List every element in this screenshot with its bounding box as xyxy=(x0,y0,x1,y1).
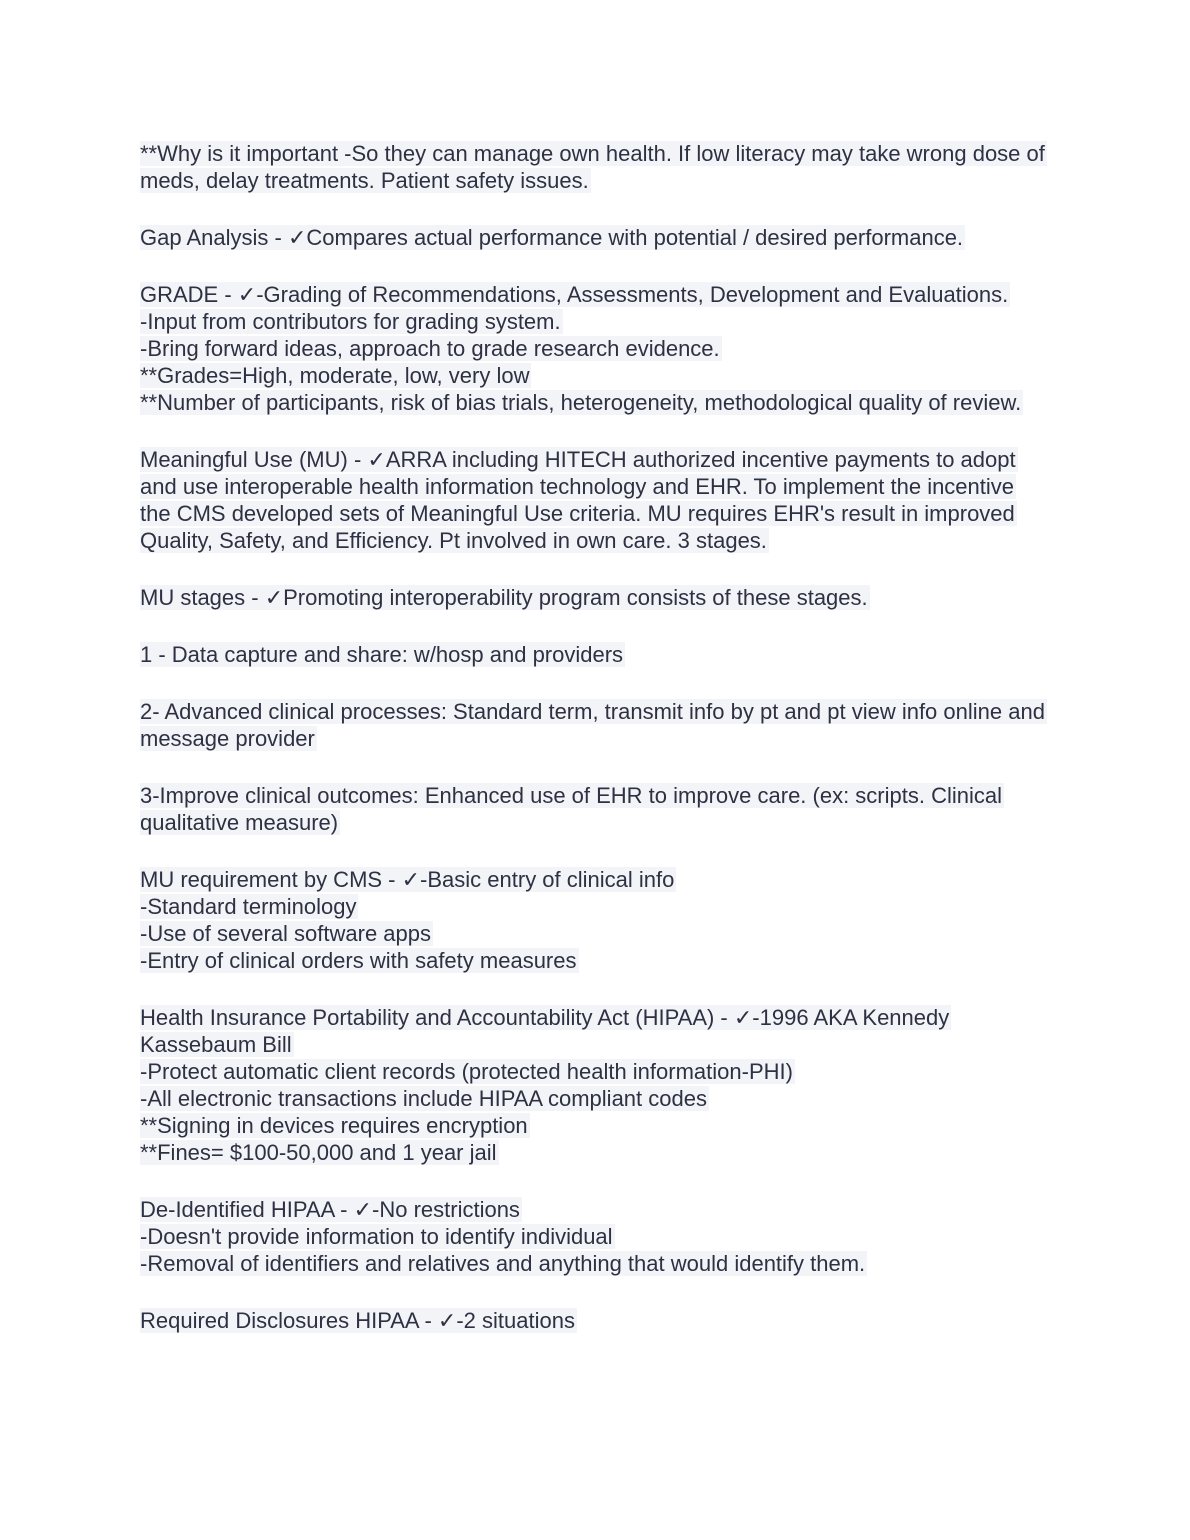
card-line-text: MU stages - ✓Promoting interoperability program consists of these stages. xyxy=(140,585,868,610)
card-line xyxy=(140,335,1050,362)
card-line xyxy=(140,893,1050,920)
card-line-text: **Fines= $100-50,000 and 1 year jail xyxy=(140,1140,497,1165)
card-line-text: GRADE - ✓-Grading of Recommendations, Assessments, Development and Evaluations. xyxy=(140,282,1009,307)
card-line xyxy=(140,1058,1050,1085)
flashcard-mu-requirement xyxy=(140,866,1050,974)
flashcard-stage-3 xyxy=(140,782,1050,836)
card-line-text: -Bring forward ideas, approach to grade research evidence. xyxy=(140,336,720,361)
card-line-text: Gap Analysis - ✓Compares actual performance with potential / desired performance. xyxy=(140,225,964,250)
card-line xyxy=(140,1223,1050,1250)
card-line-text: 3-Improve clinical outcomes: Enhanced use of EHR to improve care. (ex: scripts. Clinical qualitative measure) xyxy=(140,783,1003,835)
card-line xyxy=(140,140,1050,194)
card-line xyxy=(140,308,1050,335)
card-line xyxy=(140,1307,1050,1334)
card-line xyxy=(140,920,1050,947)
card-line xyxy=(140,782,1050,836)
card-line xyxy=(140,446,1050,554)
flashcard-grade xyxy=(140,281,1050,416)
card-line xyxy=(140,362,1050,389)
flashcard-mu-stages xyxy=(140,584,1050,611)
flashcard-gap-analysis xyxy=(140,224,1050,251)
card-line xyxy=(140,389,1050,416)
card-line xyxy=(140,1004,1050,1058)
flashcard-why-important xyxy=(140,140,1050,194)
card-line xyxy=(140,1139,1050,1166)
card-line-text: -Input from contributors for grading system. xyxy=(140,309,561,334)
flashcard-meaningful-use xyxy=(140,446,1050,554)
card-line xyxy=(140,224,1050,251)
card-line-text: **Number of participants, risk of bias trials, heterogeneity, methodological quality of review. xyxy=(140,390,1022,415)
card-line xyxy=(140,1196,1050,1223)
flashcard-stage-1 xyxy=(140,641,1050,668)
card-line-text: Meaningful Use (MU) - ✓ARRA including HITECH authorized incentive payments to adopt and use interoperable health information technology and EHR. To implement the incentive the CMS developed sets of Meaningful Use criteria. MU requires EHR's result in improved Quality, Safety, and Efficiency. Pt involved in own care. 3 stages. xyxy=(140,447,1016,553)
card-line xyxy=(140,1112,1050,1139)
card-line xyxy=(140,1085,1050,1112)
flashcard-deidentified-hipaa xyxy=(140,1196,1050,1277)
card-line-text: 2- Advanced clinical processes: Standard term, transmit info by pt and pt view info online and message provider xyxy=(140,699,1045,751)
flashcard-stage-2 xyxy=(140,698,1050,752)
card-line-text: -Entry of clinical orders with safety measures xyxy=(140,948,577,973)
card-line-text: **Signing in devices requires encryption xyxy=(140,1113,528,1138)
card-line-text: -All electronic transactions include HIPAA compliant codes xyxy=(140,1086,707,1111)
flashcard-required-disclosures xyxy=(140,1307,1050,1334)
card-line-text: -Standard terminology xyxy=(140,894,357,919)
card-line xyxy=(140,698,1050,752)
card-line-text: -Protect automatic client records (protected health information-PHI) xyxy=(140,1059,793,1084)
card-line xyxy=(140,641,1050,668)
card-line-text: -Use of several software apps xyxy=(140,921,432,946)
card-line xyxy=(140,1250,1050,1277)
card-line xyxy=(140,866,1050,893)
card-line-text: -Removal of identifiers and relatives and anything that would identify them. xyxy=(140,1251,866,1276)
card-line-text: 1 - Data capture and share: w/hosp and providers xyxy=(140,642,624,667)
card-line-text: **Why is it important -So they can manage own health. If low literacy may take wrong dose of meds, delay treatments. Patient safety issues. xyxy=(140,141,1045,193)
card-line-text: -Doesn't provide information to identify individual xyxy=(140,1224,613,1249)
card-line xyxy=(140,584,1050,611)
flashcard-hipaa xyxy=(140,1004,1050,1166)
document-body xyxy=(140,140,1050,1364)
card-line-text: Required Disclosures HIPAA - ✓-2 situations xyxy=(140,1308,575,1333)
card-line-text: Health Insurance Portability and Accountability Act (HIPAA) - ✓-1996 AKA Kennedy Kassebaum Bill xyxy=(140,1005,950,1057)
card-line xyxy=(140,281,1050,308)
card-line-text: MU requirement by CMS - ✓-Basic entry of clinical info xyxy=(140,867,675,892)
card-line-text: **Grades=High, moderate, low, very low xyxy=(140,363,530,388)
card-line-text: De-Identified HIPAA - ✓-No restrictions xyxy=(140,1197,520,1222)
card-line xyxy=(140,947,1050,974)
